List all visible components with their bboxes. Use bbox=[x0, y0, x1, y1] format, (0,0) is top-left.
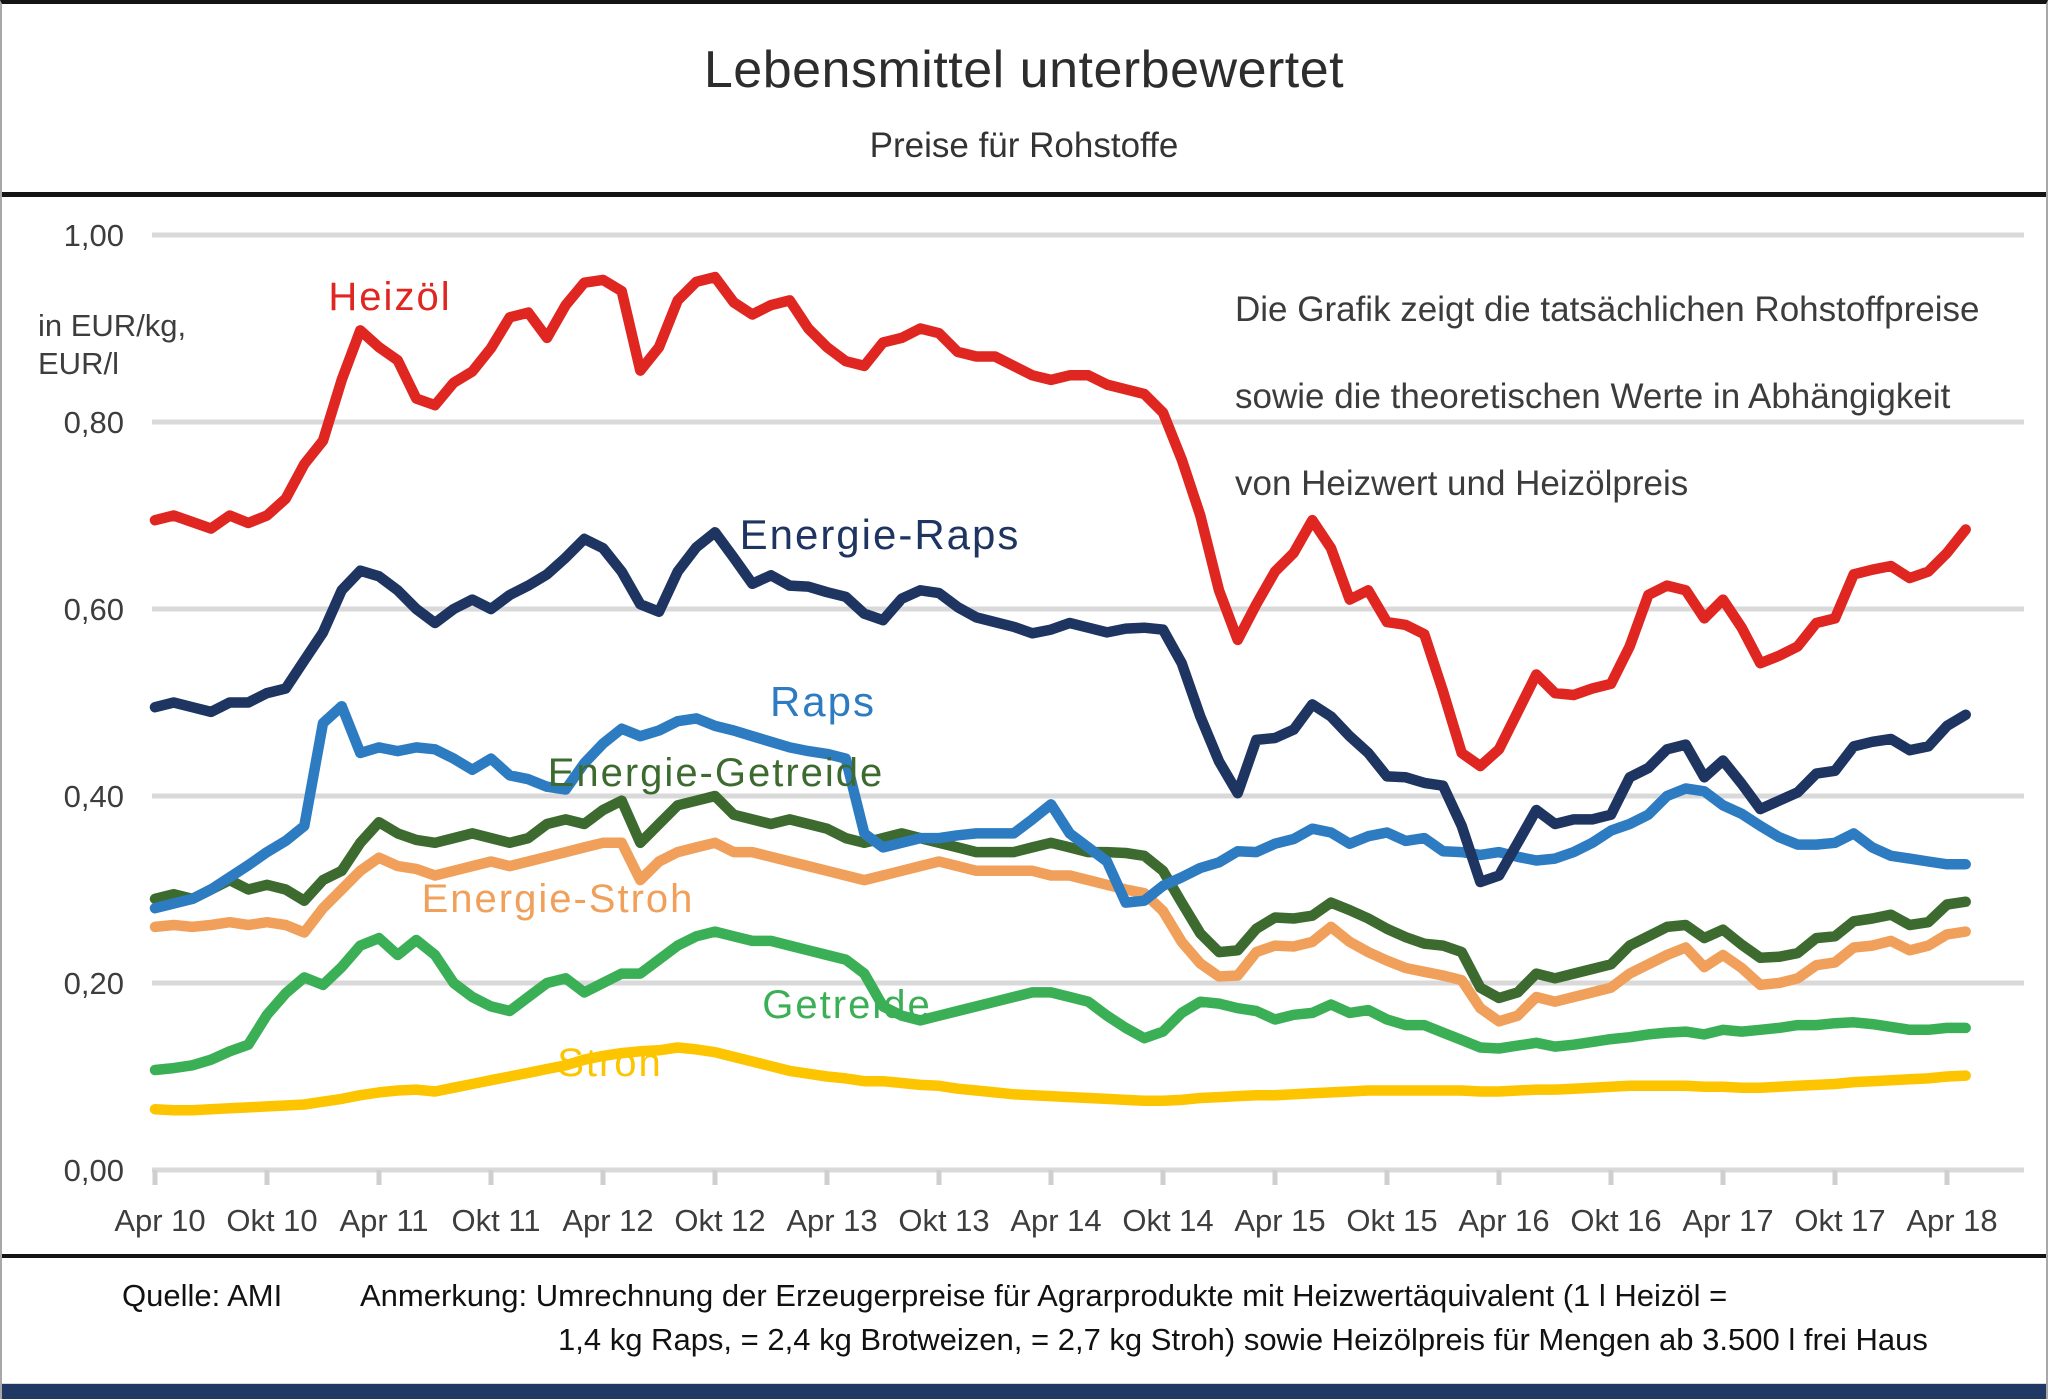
annotation-line: von Heizwert und Heizölpreis bbox=[1235, 464, 1689, 503]
footnote-line-2: 1,4 kg Raps, = 2,4 kg Brotweizen, = 2,7 kg Stroh) sowie Heizölpreis für Mengen ab 3.500 l frei Haus bbox=[558, 1322, 1928, 1357]
series-line-stroh bbox=[155, 1048, 1966, 1111]
x-tick-label: Apr 18 bbox=[1906, 1203, 1998, 1238]
x-tick-label: Okt 13 bbox=[898, 1203, 990, 1238]
y-tick-label: 1,00 bbox=[63, 218, 124, 253]
series-label-energie-stroh: Energie-Stroh bbox=[421, 877, 695, 921]
page-title: Lebensmittel unterbewertet bbox=[703, 41, 1345, 99]
x-tick-label: Okt 11 bbox=[451, 1203, 541, 1238]
x-tick-label: Apr 10 bbox=[114, 1203, 206, 1238]
annotation-line: Die Grafik zeigt die tatsächlichen Rohstoffpreise bbox=[1235, 290, 1980, 329]
x-tick-label: Okt 15 bbox=[1346, 1203, 1438, 1238]
x-tick-label: Okt 16 bbox=[1570, 1203, 1662, 1238]
series-label-energie-getreide: Energie-Getreide bbox=[547, 751, 885, 795]
series-label-stroh: Stroh bbox=[557, 1041, 663, 1085]
x-tick-label: Apr 14 bbox=[1010, 1203, 1102, 1238]
x-tick-label: Apr 12 bbox=[562, 1203, 654, 1238]
x-tick-label: Apr 16 bbox=[1458, 1203, 1550, 1238]
y-tick-label: 0,60 bbox=[63, 592, 124, 627]
series-label-energie-raps: Energie-Raps bbox=[739, 511, 1021, 558]
series-label-heiz-l: Heizöl bbox=[328, 275, 452, 319]
x-tick-label: Apr 11 bbox=[339, 1203, 429, 1238]
chart-bottom-divider bbox=[2, 1254, 2046, 1258]
chart-annotation bbox=[1235, 266, 2035, 527]
series-line-energie-raps bbox=[155, 532, 1966, 882]
page-subtitle: Preise für Rohstoffe bbox=[869, 126, 1179, 165]
y-tick-label: 0,00 bbox=[63, 1153, 124, 1188]
series-label-raps: Raps bbox=[769, 678, 877, 725]
annotation-line: sowie die theoretischen Werte in Abhängigkeit bbox=[1235, 377, 1951, 416]
x-tick-label: Apr 15 bbox=[1234, 1203, 1326, 1238]
x-tick-label: Okt 17 bbox=[1794, 1203, 1886, 1238]
source-label: Quelle: AMI bbox=[122, 1278, 283, 1313]
x-tick-label: Okt 12 bbox=[674, 1203, 766, 1238]
footnote-line-1: Anmerkung: Umrechnung der Erzeugerpreise für Agrarprodukte mit Heizwertäquivalent (1 l Heizöl = bbox=[360, 1278, 1728, 1313]
bottom-accent-bar bbox=[2, 1384, 2046, 1399]
x-tick-label: Apr 17 bbox=[1682, 1203, 1774, 1238]
x-tick-label: Apr 13 bbox=[786, 1203, 878, 1238]
price-chart bbox=[2, 4, 2048, 1399]
y-tick-label: 0,40 bbox=[63, 779, 124, 814]
x-tick-label: Okt 10 bbox=[226, 1203, 318, 1238]
y-tick-label: 0,80 bbox=[63, 405, 124, 440]
series-label-getreide: Getreide bbox=[762, 983, 932, 1027]
y-axis-unit-label: in EUR/kg, EUR/l bbox=[38, 308, 187, 381]
y-tick-label: 0,20 bbox=[63, 966, 124, 1001]
x-tick-label: Okt 14 bbox=[1122, 1203, 1214, 1238]
